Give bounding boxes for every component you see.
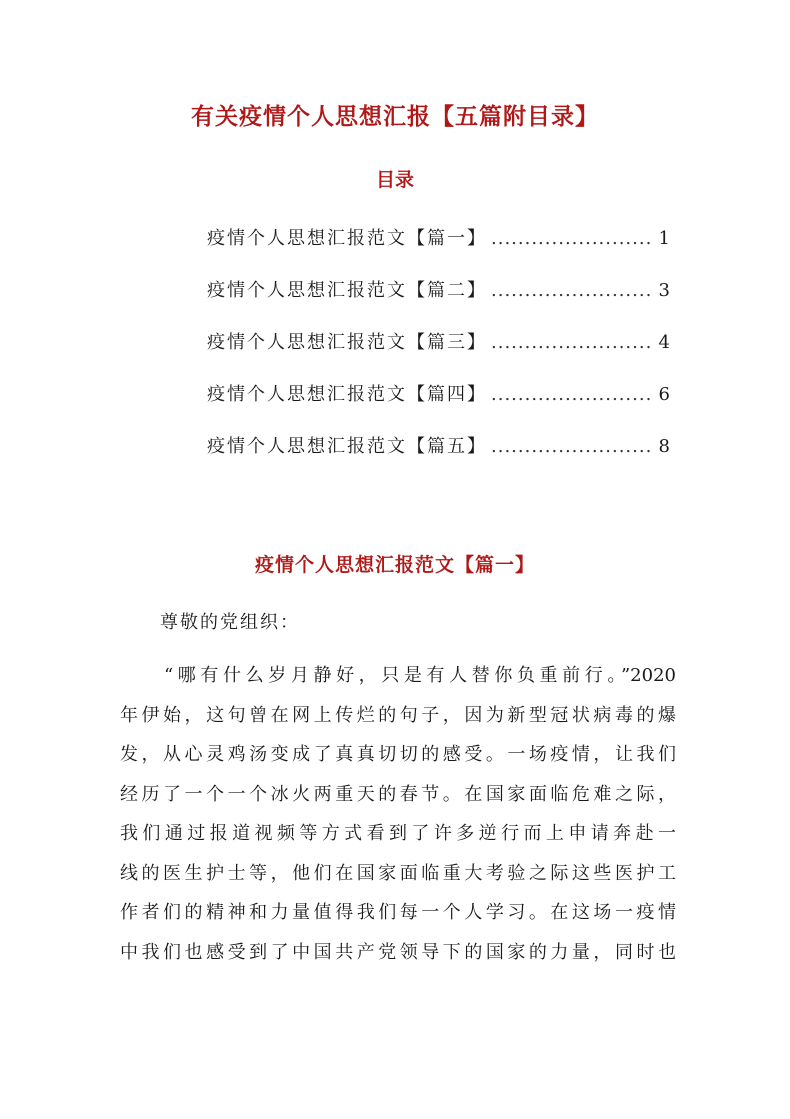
toc-dot-leader xyxy=(491,436,653,457)
toc-entry-page-number: 8 xyxy=(658,436,672,457)
toc-entry-5[interactable] xyxy=(207,432,672,484)
toc-entry-label: 疫情个人思想汇报范文【篇三】 xyxy=(207,332,487,353)
body-line: 线的医生护士等，他们在国家面临重大考验之际这些医护工 xyxy=(120,862,676,884)
body-line: 发，从心灵鸡汤变成了真真切切的感受。一场疫情，让我们 xyxy=(120,744,676,765)
toc-entry-2[interactable] xyxy=(207,276,672,328)
toc-entry-4[interactable] xyxy=(207,380,672,432)
toc-entry-label: 疫情个人思想汇报范文【篇一】 xyxy=(207,228,487,249)
body-line: 我们通过报道视频等方式看到了许多逆行而上申请奔赴一 xyxy=(120,823,676,844)
toc-entry-page-number: 6 xyxy=(658,384,672,405)
toc-dot-leader xyxy=(491,228,653,249)
body-line: 作者们的精神和力量值得我们每一个人学习。在这场一疫情 xyxy=(120,902,676,923)
toc-entry-1[interactable] xyxy=(207,224,672,276)
salutation: 尊敬的党组织： xyxy=(160,612,300,633)
body-line: 经历了一个一个冰火两重天的春节。在国家面临危难之际， xyxy=(120,783,676,805)
toc-entry-page-number: 4 xyxy=(658,332,672,353)
table-of-contents xyxy=(207,224,672,484)
toc-entry-label: 疫情个人思想汇报范文【篇五】 xyxy=(207,436,487,457)
toc-heading: 目录 xyxy=(375,169,414,191)
toc-dot-leader xyxy=(491,332,653,353)
toc-entry-3[interactable] xyxy=(207,328,672,380)
toc-dot-leader xyxy=(491,384,653,405)
document-title: 有关疫情个人思想汇报【五篇附目录】 xyxy=(191,103,599,130)
toc-entry-label: 疫情个人思想汇报范文【篇四】 xyxy=(207,384,487,405)
body-line: 中我们也感受到了中国共产党领导下的国家的力量，同时也 xyxy=(120,941,676,963)
toc-entry-label: 疫情个人思想汇报范文【篇二】 xyxy=(207,280,487,301)
toc-dot-leader xyxy=(491,280,653,301)
body-paragraph xyxy=(120,656,676,972)
body-line: 年伊始，这句曾在网上传烂的句子，因为新型冠状病毒的爆 xyxy=(120,704,676,726)
toc-entry-page-number: 3 xyxy=(658,280,672,301)
section-title: 疫情个人思想汇报范文【篇一】 xyxy=(254,554,535,576)
toc-entry-page-number: 1 xyxy=(658,228,672,249)
body-line: “哪有什么岁月静好，只是有人替你负重前行。”2020 xyxy=(164,665,676,686)
